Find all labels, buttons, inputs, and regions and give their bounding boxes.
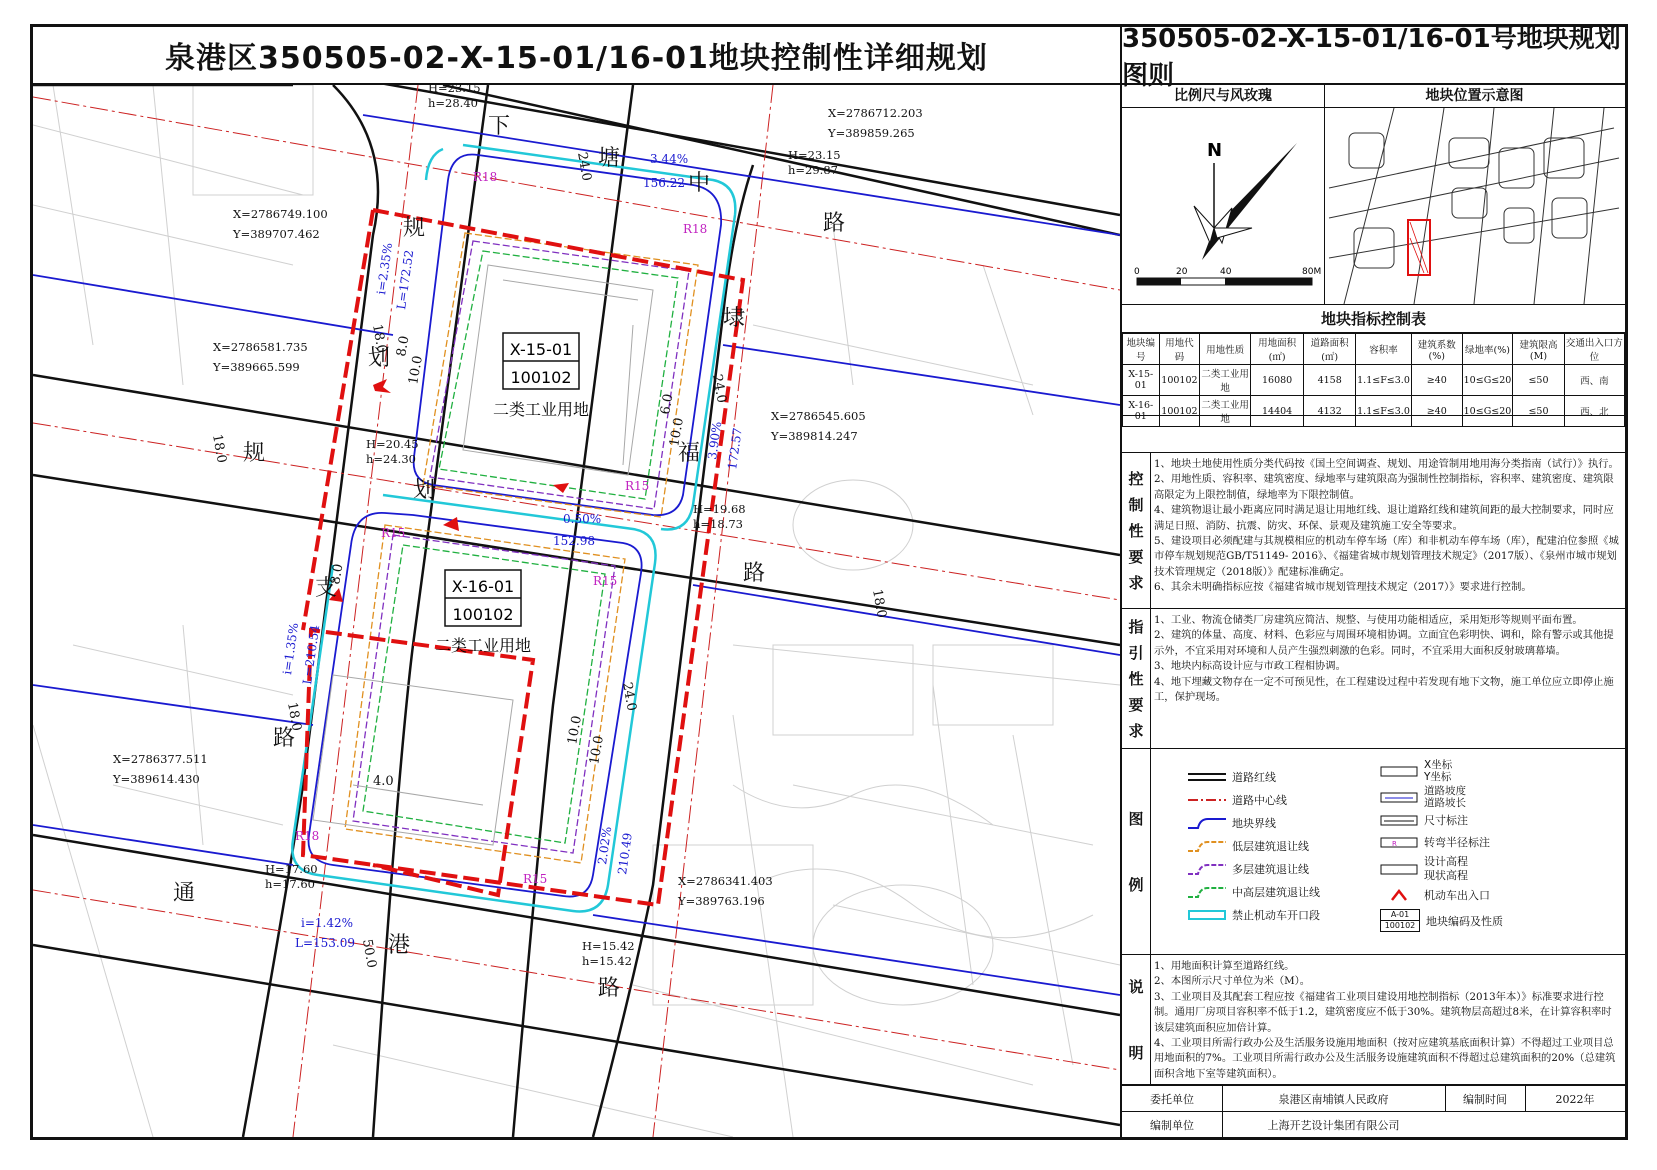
time-label: 编制时间 bbox=[1445, 1086, 1526, 1112]
road-label: 通 bbox=[173, 881, 196, 906]
road-label: 港 bbox=[388, 933, 411, 958]
road-width: 24.0 bbox=[574, 151, 594, 183]
scale-rose-header: 比例尺与风玫瑰 bbox=[1122, 85, 1324, 108]
table-cell: 100102 bbox=[1159, 365, 1200, 396]
note-item: 3、工业项目及其配套工程应按《福建省工业项目建设用地控制指标（2013年本）》标准要求进行控制。通用厂房项目容积率不低于1.2，建筑密度应不低于30%。建筑物层高超过8米，在计算容积率时该层建筑面积应加倍计算。 bbox=[1154, 990, 1612, 1034]
scale-tick: 20 bbox=[1176, 267, 1188, 277]
road-slope: i=1.35% bbox=[280, 621, 302, 676]
existing-elevation: h=24.30 bbox=[366, 452, 416, 466]
guide-item: 2、建筑的体量、高度、材料、色彩应与周围环境相协调。立面宜色彩明快、调和，除有警示或其他提示外，不宜采用对环境和人员产生强烈刺激的色彩。同时，不宜采用大面积反射玻璃幕墙。 bbox=[1154, 629, 1614, 657]
road-length: L=210.54 bbox=[300, 624, 323, 686]
table-cell: 14404 bbox=[1251, 396, 1304, 427]
control-label: 控 制 性 要 求 bbox=[1122, 453, 1151, 608]
coord-y: Y=389707.462 bbox=[233, 227, 320, 241]
coord-x: X=2786341.403 bbox=[678, 874, 773, 888]
parcel-code: X-15-01 bbox=[509, 340, 573, 359]
design-elevation: H=20.45 bbox=[366, 437, 419, 451]
road-width: 18.0 bbox=[869, 588, 889, 620]
road-label: 路 bbox=[823, 211, 846, 236]
table-cell: 二类工业用地 bbox=[1200, 365, 1251, 396]
design-elevation: H=19.68 bbox=[693, 502, 746, 516]
indicator-title: 地块指标控制表 bbox=[1122, 306, 1625, 333]
table-cell: 100102 bbox=[1159, 396, 1200, 427]
existing-elevation: h=17.60 bbox=[265, 877, 315, 891]
legend-mid-setback: 多层建筑退让线 bbox=[1188, 861, 1309, 877]
road-slope: 0.50% bbox=[563, 512, 602, 526]
road-label: 中 bbox=[688, 171, 711, 196]
existing-features bbox=[33, 85, 1120, 1137]
table-cell: 1.1≤F≤3.0 bbox=[1356, 365, 1412, 396]
client-label: 委托单位 bbox=[1122, 1086, 1223, 1112]
road-label: 下 bbox=[488, 114, 511, 139]
table-cell: 4132 bbox=[1304, 396, 1356, 427]
elevation-labels bbox=[265, 85, 841, 968]
scale-tick: 80M bbox=[1302, 267, 1322, 277]
existing-elevation: h=28.40 bbox=[428, 96, 478, 110]
legend-low-setback: 低层建筑退让线 bbox=[1188, 838, 1309, 854]
turn-radius: R18 bbox=[683, 222, 708, 236]
note-item: 4、工业项目所需行政办公及生活服务设施用地面积（按对应建筑基底面积计算）不得超过工业项目总用地面积的7%。工业项目所需行政办公及生活服务设施建筑面积不得超过总建筑面积的20%（总建筑面积含地下室等建筑面积）。 bbox=[1154, 1037, 1616, 1080]
setback-lines bbox=[345, 233, 701, 863]
existing-elevation: h=18.73 bbox=[693, 517, 743, 531]
table-header-row bbox=[1123, 334, 1625, 365]
road-label: 路 bbox=[598, 976, 621, 1001]
road-slope: i=1.42% bbox=[301, 916, 354, 930]
road-length: 156.22 bbox=[643, 176, 685, 190]
planning-map[interactable] bbox=[33, 85, 1120, 1137]
guide-item: 4、地下埋藏文物存在一定不可预见性，在工程建设过程中若发现有地下文物，施工单位应立即停止施工，保护现场。 bbox=[1154, 675, 1614, 704]
road-length: 172.57 bbox=[725, 426, 745, 471]
road-slope: 2.02% bbox=[595, 825, 615, 866]
road-length: L=153.09 bbox=[295, 936, 356, 950]
setback-dim: 4.0 bbox=[373, 774, 394, 789]
table-header: 用地面积(㎡) bbox=[1251, 334, 1304, 365]
notes-text bbox=[1154, 959, 1621, 1082]
table-header: 容积率 bbox=[1356, 334, 1412, 365]
table-row bbox=[1123, 396, 1625, 427]
turn-radius: R15 bbox=[625, 479, 650, 493]
compass-icon bbox=[1122, 108, 1324, 304]
legend-parcel-boundary: 地块界线 bbox=[1188, 815, 1276, 831]
guide-section bbox=[1122, 609, 1625, 749]
control-text bbox=[1154, 457, 1621, 596]
scale-rose-panel bbox=[1122, 85, 1325, 305]
planning-boundary bbox=[303, 210, 746, 905]
road-slope: 3.90% bbox=[705, 420, 725, 461]
coord-x: X=2786377.511 bbox=[113, 752, 208, 766]
road-width: 18.0 bbox=[209, 433, 229, 465]
existing-elevation: h=29.87 bbox=[788, 163, 838, 177]
table-header: 建筑系数(%) bbox=[1411, 334, 1462, 365]
road-label: 划 bbox=[413, 478, 436, 503]
coord-y: Y=389614.430 bbox=[113, 772, 200, 786]
table-cell: 二类工业用地 bbox=[1200, 396, 1251, 427]
road-width: 24.0 bbox=[619, 681, 639, 713]
design-elevation: H=15.42 bbox=[582, 939, 635, 953]
road-width: 18.0 bbox=[369, 323, 389, 355]
table-cell: ≤50 bbox=[1513, 365, 1564, 396]
coord-y: Y=389763.196 bbox=[678, 894, 765, 908]
parcel-label-x15 bbox=[493, 333, 589, 419]
table-cell: 10≤G≤20 bbox=[1462, 396, 1513, 427]
guide-item: 1、工业、物流仓储类厂房建筑应简洁、规整、与使用功能相适应，采用矩形等规则平面布置。 bbox=[1154, 614, 1583, 626]
turn-radius: R18 bbox=[295, 829, 320, 843]
road-label: 路 bbox=[273, 726, 296, 751]
table-row bbox=[1123, 365, 1625, 396]
table-header: 绿地率(%) bbox=[1462, 334, 1513, 365]
legend-slope: 道路坡度 道路坡长 bbox=[1380, 785, 1466, 809]
table-header: 地块编号 bbox=[1123, 334, 1160, 365]
legend-coord: X坐标 Y坐标 bbox=[1380, 759, 1452, 783]
table-header: 用地性质 bbox=[1200, 334, 1251, 365]
road-width: 50.0 bbox=[359, 938, 379, 970]
road-length: L=172.52 bbox=[394, 249, 417, 311]
control-item: 4、建筑物退让最小距离应同时满足退让用地红线、退让道路红线和建筑间距的最大控制要求，同时应满足日照、消防、抗震、防灾、环保、景观及建筑施工安全等要求。 bbox=[1154, 504, 1614, 532]
setback-dim: 8.0 bbox=[328, 562, 347, 586]
road-label: 规 bbox=[403, 216, 426, 241]
location-panel bbox=[1324, 85, 1625, 305]
coord-y: Y=389814.247 bbox=[771, 429, 858, 443]
road-label: 划 bbox=[368, 346, 391, 371]
maker-label: 编制单位 bbox=[1122, 1112, 1223, 1138]
parcel-use-name: 二类工业用地 bbox=[434, 636, 532, 655]
indicator-table bbox=[1122, 333, 1625, 427]
setback-dim: 6.0 bbox=[658, 392, 677, 416]
legend-elevation: 设计高程 现状高程 bbox=[1380, 855, 1468, 883]
panels-row bbox=[1122, 85, 1625, 305]
note-item: 2、本图所示尺寸单位为米（M）。 bbox=[1154, 975, 1311, 988]
sheet-title: 350505-02-X-15-01/16-01号地块规划图则 bbox=[1122, 27, 1625, 85]
legend-centerline: 道路中心线 bbox=[1232, 794, 1287, 807]
table-cell: 西、南 bbox=[1564, 365, 1624, 396]
north-label: N bbox=[1207, 140, 1223, 161]
legend-section bbox=[1122, 749, 1625, 955]
table-cell: ≤50 bbox=[1513, 396, 1564, 427]
guide-item: 3、地块内标高设计应与市政工程相协调。 bbox=[1154, 660, 1346, 673]
existing-elevation: h=15.42 bbox=[582, 954, 632, 968]
radius-labels bbox=[295, 170, 707, 886]
road-label: 规 bbox=[243, 441, 266, 466]
parcel-code: X-16-01 bbox=[451, 577, 515, 596]
guide-text bbox=[1154, 613, 1621, 705]
road-label: 塘 bbox=[598, 146, 621, 171]
coord-y: Y=389859.265 bbox=[828, 126, 915, 140]
parcel-use-code: 100102 bbox=[510, 368, 572, 387]
control-item: 2、用地性质、容积率、建筑密度、绿地率与建筑限高为强制性控制指标，容积率、建筑密度、建筑限高限定为上限控制值，绿地率为下限控制值。 bbox=[1154, 473, 1614, 501]
legend-high-setback: 中高层建筑退让线 bbox=[1188, 884, 1320, 900]
legend-road-red-line: 道路红线 bbox=[1232, 771, 1276, 784]
road-slope: 3.44% bbox=[650, 152, 689, 166]
road-length: 210.49 bbox=[615, 831, 635, 876]
table-header: 道路面积(㎡) bbox=[1304, 334, 1356, 365]
legend-parcel-code: A-01 100102 地块编码及性质 bbox=[1380, 909, 1503, 932]
parcel-label-x16 bbox=[435, 570, 531, 655]
design-elevation: H=23.15 bbox=[428, 85, 481, 95]
time-value: 2022年 bbox=[1555, 1093, 1595, 1106]
table-header: 建筑限高(M) bbox=[1513, 334, 1564, 365]
road-label: 埭 bbox=[723, 306, 746, 331]
table-cell: X-15-01 bbox=[1123, 365, 1160, 396]
road-width: 24.0 bbox=[709, 373, 729, 405]
table-cell: X-16-01 bbox=[1123, 396, 1160, 427]
scale-tick: 0 bbox=[1134, 267, 1140, 277]
legend-dimension: 尺寸标注 bbox=[1380, 812, 1468, 828]
table-cell: 16080 bbox=[1251, 365, 1304, 396]
turn-radius: R15 bbox=[593, 574, 618, 588]
coord-x: X=2786749.100 bbox=[233, 207, 328, 221]
footer-maker-row bbox=[1122, 1111, 1625, 1138]
guide-label: 指 引 性 要 求 bbox=[1122, 609, 1151, 748]
coord-y: Y=389665.599 bbox=[213, 360, 300, 374]
road-label: 福 bbox=[678, 441, 701, 466]
table-cell: 1.1≤F≤3.0 bbox=[1356, 396, 1412, 427]
road-slope: i=2.35% bbox=[374, 241, 396, 296]
location-header: 地块位置示意图 bbox=[1324, 85, 1625, 108]
road-length: 152.98 bbox=[553, 534, 595, 548]
svg-text:R: R bbox=[1392, 840, 1397, 848]
legend-label: 图 例 bbox=[1122, 749, 1151, 954]
scale-bar bbox=[1134, 267, 1321, 285]
maker-value: 上海开艺设计集团有限公司 bbox=[1267, 1119, 1400, 1132]
page-title: 泉港区350505-02-X-15-01/16-01地块控制性详细规划 bbox=[33, 27, 1120, 85]
control-item: 5、建设项目必须配建与其规模相应的机动车停车场（库）和非机动车停车场（库），配建泊位参照《城市停车规划规范GB/T51149- 2016》、《福建省城市规划管理技术规定》（2017版）、《泉州市城市规划技术管理规定（2018版）》配建标准确定。 bbox=[1154, 535, 1619, 578]
table-header: 交通出入口方位 bbox=[1564, 334, 1624, 365]
control-section bbox=[1122, 452, 1625, 609]
notes-label: 说 明 bbox=[1122, 955, 1151, 1084]
coord-x: X=2786581.735 bbox=[213, 340, 308, 354]
setback-dim: 10.0 bbox=[565, 714, 585, 746]
road-width: 18.0 bbox=[284, 701, 304, 733]
turn-radius: R15 bbox=[523, 872, 548, 886]
client-value: 泉港区南埔镇人民政府 bbox=[1222, 1086, 1446, 1112]
indicator-section bbox=[1122, 306, 1625, 425]
design-elevation: H=23.15 bbox=[788, 148, 841, 162]
setback-dim: 10.0 bbox=[667, 416, 687, 448]
legend-no-entry: 禁止机动车开口段 bbox=[1188, 907, 1320, 923]
table-cell: ≥40 bbox=[1411, 396, 1462, 427]
location-map bbox=[1324, 108, 1625, 304]
legend-radius: R 转弯半径标注 bbox=[1380, 834, 1490, 850]
legend-access: 机动车出入口 bbox=[1380, 887, 1490, 903]
road-label: 路 bbox=[743, 561, 766, 586]
table-cell: ≥40 bbox=[1411, 365, 1462, 396]
turn-radius: R15 bbox=[381, 526, 406, 540]
setback-dim: 10.0 bbox=[406, 354, 426, 386]
table-cell: 10≤G≤20 bbox=[1462, 365, 1513, 396]
scale-tick: 40 bbox=[1220, 267, 1232, 277]
table-header: 用地代码 bbox=[1159, 334, 1200, 365]
setback-dim: 8.0 bbox=[394, 334, 413, 358]
design-elevation: H=17.60 bbox=[265, 862, 318, 876]
control-item: 1、地块土地使用性质分类代码按《国土空间调查、规划、用途管制用地用海分类指南（试行）》执行。 bbox=[1154, 458, 1619, 470]
setback-dim: 10.0 bbox=[587, 734, 607, 766]
notes-section bbox=[1122, 955, 1625, 1085]
parcel-use-code: 100102 bbox=[452, 605, 514, 624]
table-cell: 西、北 bbox=[1564, 396, 1624, 427]
coord-x: X=2786712.203 bbox=[828, 106, 923, 120]
road-label: 支 bbox=[315, 576, 338, 601]
parcel-use-name: 二类工业用地 bbox=[492, 400, 590, 419]
note-item: 1、用地面积计算至道路红线。 bbox=[1154, 960, 1295, 972]
turn-radius: R18 bbox=[473, 170, 498, 184]
footer-client-row bbox=[1122, 1085, 1625, 1112]
coord-x: X=2786545.605 bbox=[771, 409, 866, 423]
table-cell: 4158 bbox=[1304, 365, 1356, 396]
control-item: 6、其余未明确指标应按《福建省城市规划管理技术规定（2017）》要求进行控制。 bbox=[1154, 581, 1532, 594]
